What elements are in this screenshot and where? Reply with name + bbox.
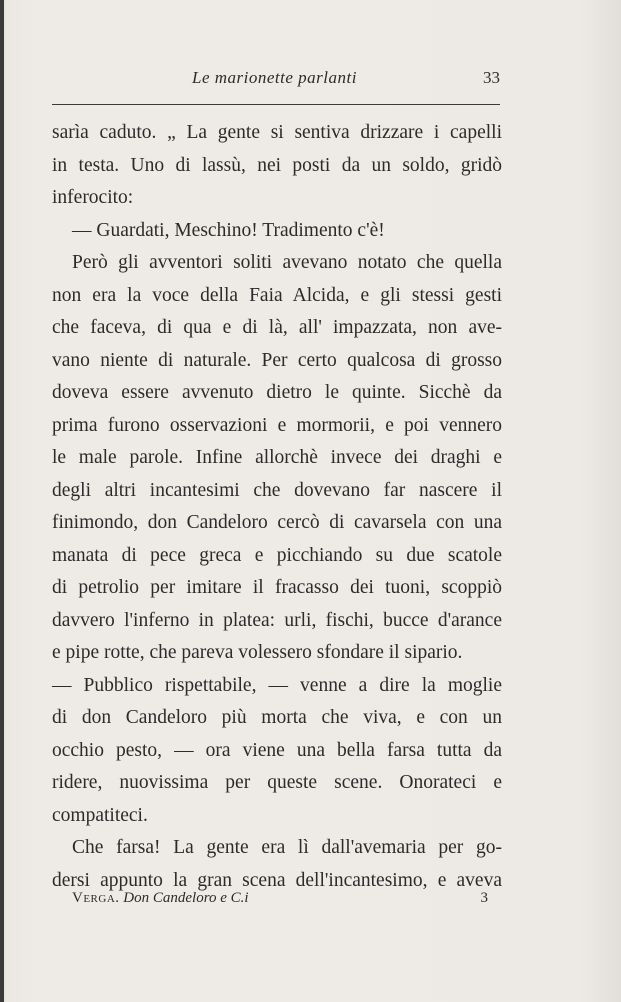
text-line: inferocito: — [52, 187, 134, 208]
text-line: doveva essere avvenuto dietro le quinte. Sicchè da — [52, 382, 502, 403]
text-line: di don Candeloro più morta che viva, e con un — [52, 707, 502, 728]
body-text — [52, 117, 502, 897]
signature-author: Verga. — [72, 890, 120, 906]
printer-signature — [72, 890, 249, 907]
page-spine-edge — [0, 0, 4, 1002]
text-line: le male parole. Infine allorchè invece dei draghi e — [52, 447, 502, 468]
text-line: che faceva, di qua e di là, all' impazzata, non ave- — [52, 317, 502, 338]
text-line: prima furono osservazioni e mormorii, e poi vennero — [52, 414, 502, 436]
text-line: ridere, nuovissima per queste scene. Onorateci e — [52, 772, 502, 793]
signature-title: Don Candeloro e C.i — [123, 890, 249, 906]
text-line: compatiteci. — [52, 804, 148, 826]
text-line: vano niente di naturale. Per certo qualcosa di grosso — [52, 349, 502, 371]
page-header — [52, 68, 500, 92]
text-line: Però gli avventori soliti avevano notato che quella — [72, 252, 502, 273]
page-number: 33 — [483, 68, 500, 87]
text-line: finimondo, don Candeloro cercò di cavarsela con una — [52, 512, 502, 533]
text-line: non era la voce della Faia Alcida, e gli stessi gesti — [52, 284, 502, 306]
signature-number: 3 — [480, 890, 488, 906]
text-line: in testa. Uno di lassù, nei posti da un soldo, gridò — [52, 154, 502, 176]
text-line: manata di pece greca e picchiando su due scatole — [52, 544, 502, 566]
text-line: e pipe rotte, che pareva volessero sfondare il sipario. — [52, 642, 463, 663]
text-line: sarìa caduto. „ La gente si sentiva drizzare i capelli — [52, 122, 502, 143]
text-line: Che farsa! La gente era lì dall'avemaria per go- — [72, 837, 502, 858]
text-line: occhio pesto, — ora viene una bella farsa tutta da — [52, 739, 502, 761]
text-line: — Guardati, Meschino! Tradimento c'è! — [72, 219, 385, 241]
text-line: di petrolio per imitare il fracasso dei tuoni, scoppiò — [52, 577, 502, 598]
text-line: dersi appunto la gran scena dell'incantesimo, e aveva — [52, 869, 502, 891]
text-line: degli altri incantesimi che dovevano far nascere il — [52, 479, 502, 501]
page-footer — [72, 890, 488, 912]
text-line: — Pubblico rispettabile, — venne a dire la moglie — [52, 674, 502, 696]
header-rule — [52, 104, 500, 105]
running-title: Le marionette parlanti — [192, 68, 357, 87]
text-line: davvero l'inferno in platea: urli, fischi, bucce d'arance — [52, 609, 502, 631]
